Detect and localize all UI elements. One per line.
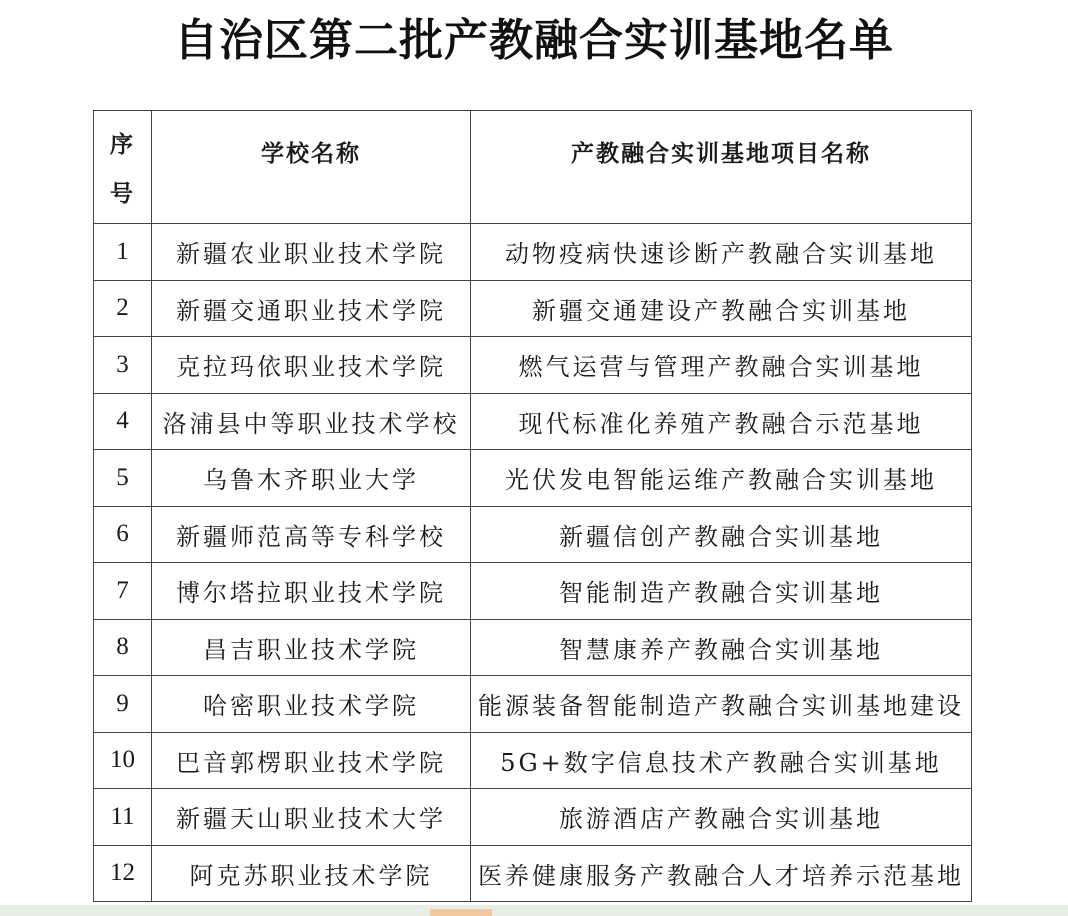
base-name-cell: 新疆信创产教融合实训基地 bbox=[471, 506, 972, 563]
header-base-label: 产教融合实训基地项目名称 bbox=[571, 140, 871, 167]
row-number: 12 bbox=[94, 845, 152, 902]
table-row bbox=[94, 450, 972, 507]
base-name-cell: 新疆交通建设产教融合实训基地 bbox=[471, 280, 972, 337]
school-name-cell: 新疆农业职业技术学院 bbox=[152, 224, 471, 281]
header-serial-number bbox=[94, 111, 152, 224]
header-school-label: 学校名称 bbox=[261, 140, 361, 167]
bottom-edge-strip bbox=[0, 905, 1068, 916]
school-name-cell: 新疆天山职业技术大学 bbox=[152, 789, 471, 846]
base-name-cell: 智能制造产教融合实训基地 bbox=[471, 563, 972, 620]
school-name-cell: 巴音郭楞职业技术学院 bbox=[152, 732, 471, 789]
header-row bbox=[94, 111, 972, 224]
header-serial-line1: 序 bbox=[110, 131, 135, 158]
school-name-cell: 博尔塔拉职业技术学院 bbox=[152, 563, 471, 620]
row-number: 7 bbox=[94, 563, 152, 620]
table-row bbox=[94, 506, 972, 563]
base-name-cell: 医养健康服务产教融合人才培养示范基地 bbox=[471, 845, 972, 902]
school-name-cell: 克拉玛依职业技术学院 bbox=[152, 337, 471, 394]
training-base-table bbox=[93, 110, 972, 902]
row-number: 11 bbox=[94, 789, 152, 846]
row-number: 4 bbox=[94, 393, 152, 450]
table-row bbox=[94, 563, 972, 620]
table-body bbox=[94, 224, 972, 902]
school-name-cell: 新疆师范高等专科学校 bbox=[152, 506, 471, 563]
school-name-cell: 洛浦县中等职业技术学校 bbox=[152, 393, 471, 450]
table-row bbox=[94, 732, 972, 789]
row-number: 9 bbox=[94, 676, 152, 733]
base-name-cell: 智慧康养产教融合实训基地 bbox=[471, 619, 972, 676]
table-row bbox=[94, 789, 972, 846]
row-number: 2 bbox=[94, 280, 152, 337]
row-number: 6 bbox=[94, 506, 152, 563]
base-name-cell: 现代标准化养殖产教融合示范基地 bbox=[471, 393, 972, 450]
school-name-cell: 哈密职业技术学院 bbox=[152, 676, 471, 733]
header-serial-line2: 号 bbox=[110, 180, 135, 207]
school-name-cell: 新疆交通职业技术学院 bbox=[152, 280, 471, 337]
table-row bbox=[94, 280, 972, 337]
header-school-name bbox=[152, 111, 471, 224]
school-name-cell: 昌吉职业技术学院 bbox=[152, 619, 471, 676]
table-row bbox=[94, 845, 972, 902]
table-row bbox=[94, 393, 972, 450]
table-row bbox=[94, 619, 972, 676]
row-number: 10 bbox=[94, 732, 152, 789]
table-header bbox=[94, 111, 972, 224]
base-name-cell: 5G+数字信息技术产教融合实训基地 bbox=[471, 732, 972, 789]
base-name-cell: 旅游酒店产教融合实训基地 bbox=[471, 789, 972, 846]
base-name-cell: 燃气运营与管理产教融合实训基地 bbox=[471, 337, 972, 394]
school-name-cell: 阿克苏职业技术学院 bbox=[152, 845, 471, 902]
table-row bbox=[94, 224, 972, 281]
base-name-cell: 能源装备智能制造产教融合实训基地建设 bbox=[471, 676, 972, 733]
table-row bbox=[94, 337, 972, 394]
row-number: 1 bbox=[94, 224, 152, 281]
row-number: 8 bbox=[94, 619, 152, 676]
row-number: 3 bbox=[94, 337, 152, 394]
header-base-name bbox=[471, 111, 972, 224]
base-name-cell: 光伏发电智能运维产教融合实训基地 bbox=[471, 450, 972, 507]
school-name-cell: 乌鲁木齐职业大学 bbox=[152, 450, 471, 507]
row-number: 5 bbox=[94, 450, 152, 507]
bottom-edge-tab bbox=[430, 909, 492, 916]
page-title: 自治区第二批产教融合实训基地名单 bbox=[174, 15, 894, 66]
base-name-cell: 动物疫病快速诊断产教融合实训基地 bbox=[471, 224, 972, 281]
table-row bbox=[94, 676, 972, 733]
